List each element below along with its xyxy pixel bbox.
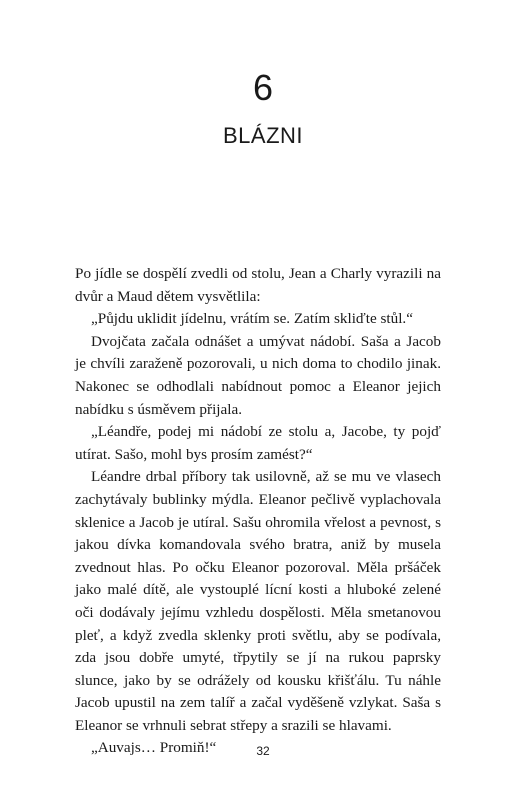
page-number: 32 xyxy=(256,744,270,758)
paragraph: Léandre drbal příbory tak usilovně, až se mu ve vlasech zachytávaly bublinky mýdla. Eleanor pečlivě vyplachovala sklenice a Jacob je utíral. Sašu ohromila vřelost a pevnost, s jakou dívka komandovala svého bratra, aniž by musela zvednout hlas. Po očku Eleanor pozoroval. Měla pršáček jako malé dítě, ale vystouplé lícní kosti a hluboké zelené oči dodávaly jejímu vzhledu dospělosti. Měla smetanovou pleť, a když zvedla sklenky proti světlu, aby se podívala, zda jsou dobře umyté, třpytily se jí na rukou paprsky slunce, jako by se odrážely od kousku křišťálu. Tu náhle Jacob upustil na zem talíř a začal vyděšeně vzlykat. Saša s Eleanor se vrhnuli sebrat střepy a srazili se hlavami. xyxy=(75,468,441,734)
paragraph: „Léandře, podej mi nádobí ze stolu a, Jacobe, ty pojď utírat. Sašo, mohl bys prosím zamést?“ xyxy=(75,423,441,463)
paragraph: „Půjdu uklidit jídelnu, vrátím se. Zatím skliďte stůl.“ xyxy=(91,310,413,328)
chapter-number: 6 xyxy=(252,67,274,108)
paragraph: „Auvajs… Promiň!“ xyxy=(91,739,217,757)
paragraph: Dvojčata začala odnášet a umývat nádobí. Saša a Jacob je chvíli zaraženě pozorovali, u nich doma to chodilo jinak. Nakonec se odhodlali nabídnout pomoc a Eleanor jejich nabídku s úsměvem přijala. xyxy=(75,332,441,418)
paragraph: Po jídle se dospělí zvedli od stolu, Jean a Charly vyrazili na dvůr a Maud dětem vysvětlila: xyxy=(75,265,441,305)
body-text xyxy=(75,263,441,760)
chapter-title: BLÁZNI xyxy=(222,123,304,148)
